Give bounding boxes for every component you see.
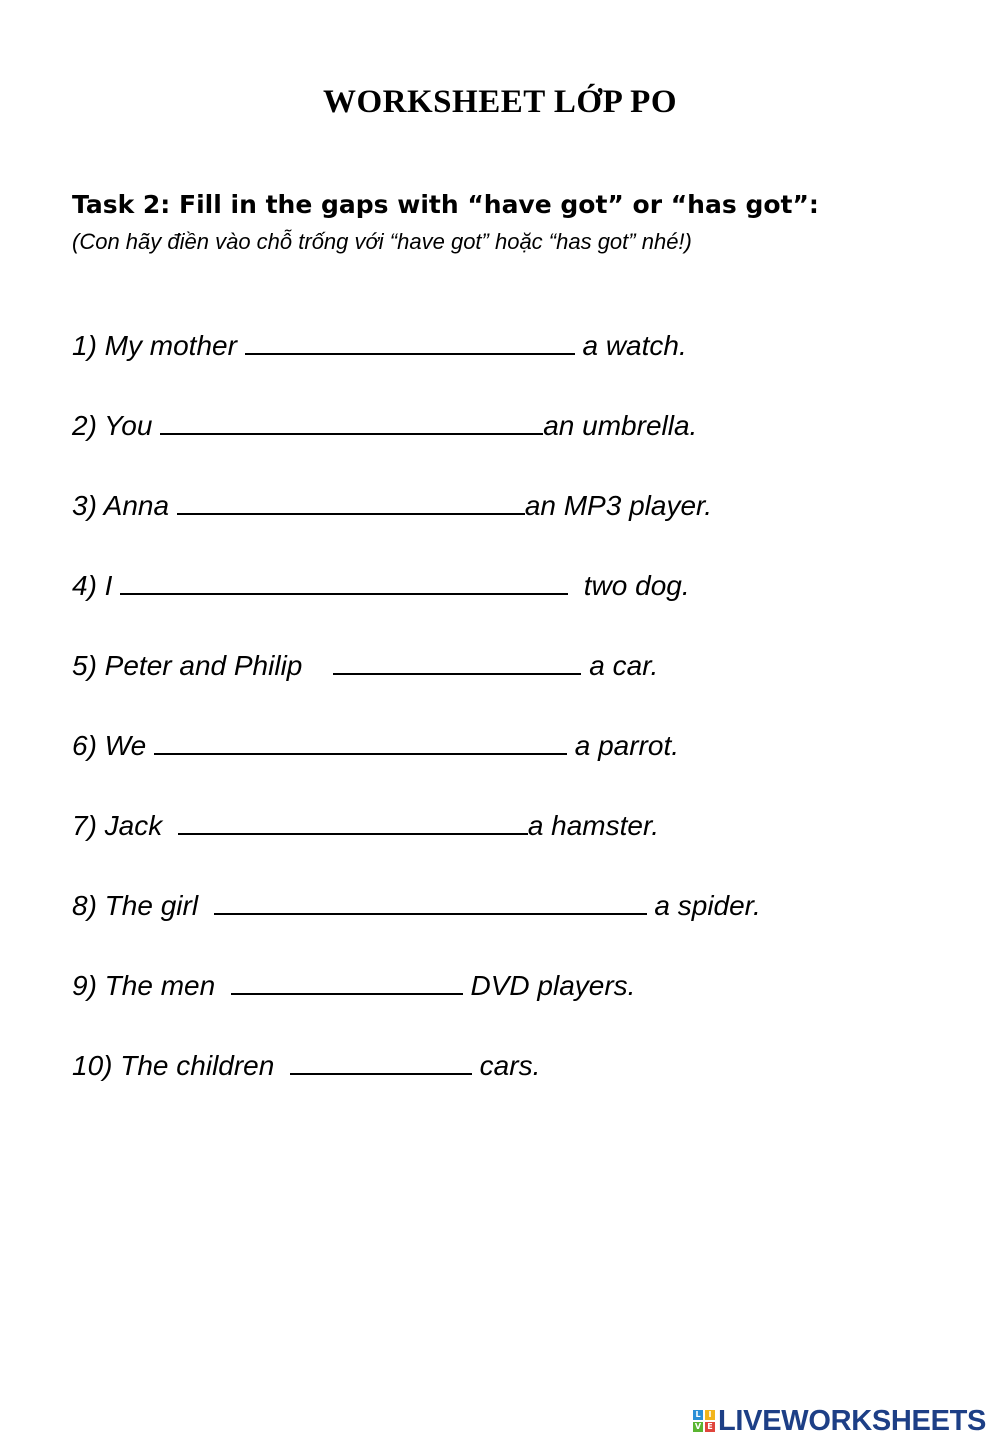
- answer-blank-8[interactable]: [214, 887, 647, 915]
- logo-text: LIVEWORKSHEETS: [718, 1404, 987, 1437]
- question-5: [72, 647, 658, 682]
- task-heading: Task 2: Fill in the gaps with “have got” or “has got”:: [72, 190, 819, 219]
- answer-blank-7[interactable]: [178, 807, 528, 835]
- logo-mark-icon: [693, 1410, 715, 1432]
- question-prefix: 4) I: [72, 570, 121, 601]
- logo-square: V: [694, 1422, 702, 1431]
- question-prefix: 3) Anna: [72, 490, 177, 521]
- answer-blank-9[interactable]: [231, 967, 463, 995]
- question-suffix: a watch.: [574, 330, 687, 361]
- question-10: [72, 1047, 540, 1082]
- question-4: [72, 567, 690, 602]
- question-prefix: 10) The children: [72, 1050, 290, 1081]
- logo-square: I: [705, 1410, 715, 1420]
- question-prefix: 8) The girl: [72, 890, 214, 921]
- question-suffix: a spider.: [646, 890, 761, 921]
- answer-blank-10[interactable]: [290, 1047, 472, 1075]
- question-8: [72, 887, 761, 922]
- question-prefix: 2) You: [72, 410, 161, 441]
- question-3: [72, 487, 712, 522]
- answer-blank-2[interactable]: [160, 407, 543, 435]
- question-suffix: a car.: [581, 650, 659, 681]
- question-suffix: two dog.: [568, 570, 690, 601]
- question-6: [72, 727, 679, 762]
- question-suffix: an MP3 player.: [524, 490, 713, 521]
- question-suffix: cars.: [471, 1050, 541, 1081]
- question-prefix: 7) Jack: [72, 810, 178, 841]
- answer-blank-4[interactable]: [120, 567, 568, 595]
- answer-blank-3[interactable]: [177, 487, 525, 515]
- question-suffix: an umbrella.: [543, 410, 698, 441]
- question-9: [72, 967, 635, 1002]
- worksheet-title: WORKSHEET LỚP PO: [323, 84, 677, 120]
- liveworksheets-logo[interactable]: [693, 1404, 986, 1438]
- answer-blank-1[interactable]: [245, 327, 575, 355]
- question-2: [72, 407, 697, 442]
- question-suffix: DVD players.: [462, 970, 636, 1001]
- question-prefix: 5) Peter and Philip: [72, 650, 334, 681]
- logo-square: L: [693, 1410, 703, 1420]
- question-prefix: 1) My mother: [72, 330, 245, 361]
- question-1: [72, 327, 687, 362]
- question-7: [72, 807, 659, 842]
- question-prefix: 9) The men: [72, 970, 231, 1001]
- answer-blank-6[interactable]: [154, 727, 567, 755]
- task-instruction: (Con hãy điền vào chỗ trống với “have got” hoặc “has got” nhé!): [72, 229, 692, 254]
- question-suffix: a hamster.: [527, 810, 660, 841]
- logo-square: E: [705, 1422, 715, 1432]
- question-prefix: 6) We: [72, 730, 154, 761]
- question-suffix: a parrot.: [566, 730, 680, 761]
- answer-blank-5[interactable]: [333, 647, 581, 675]
